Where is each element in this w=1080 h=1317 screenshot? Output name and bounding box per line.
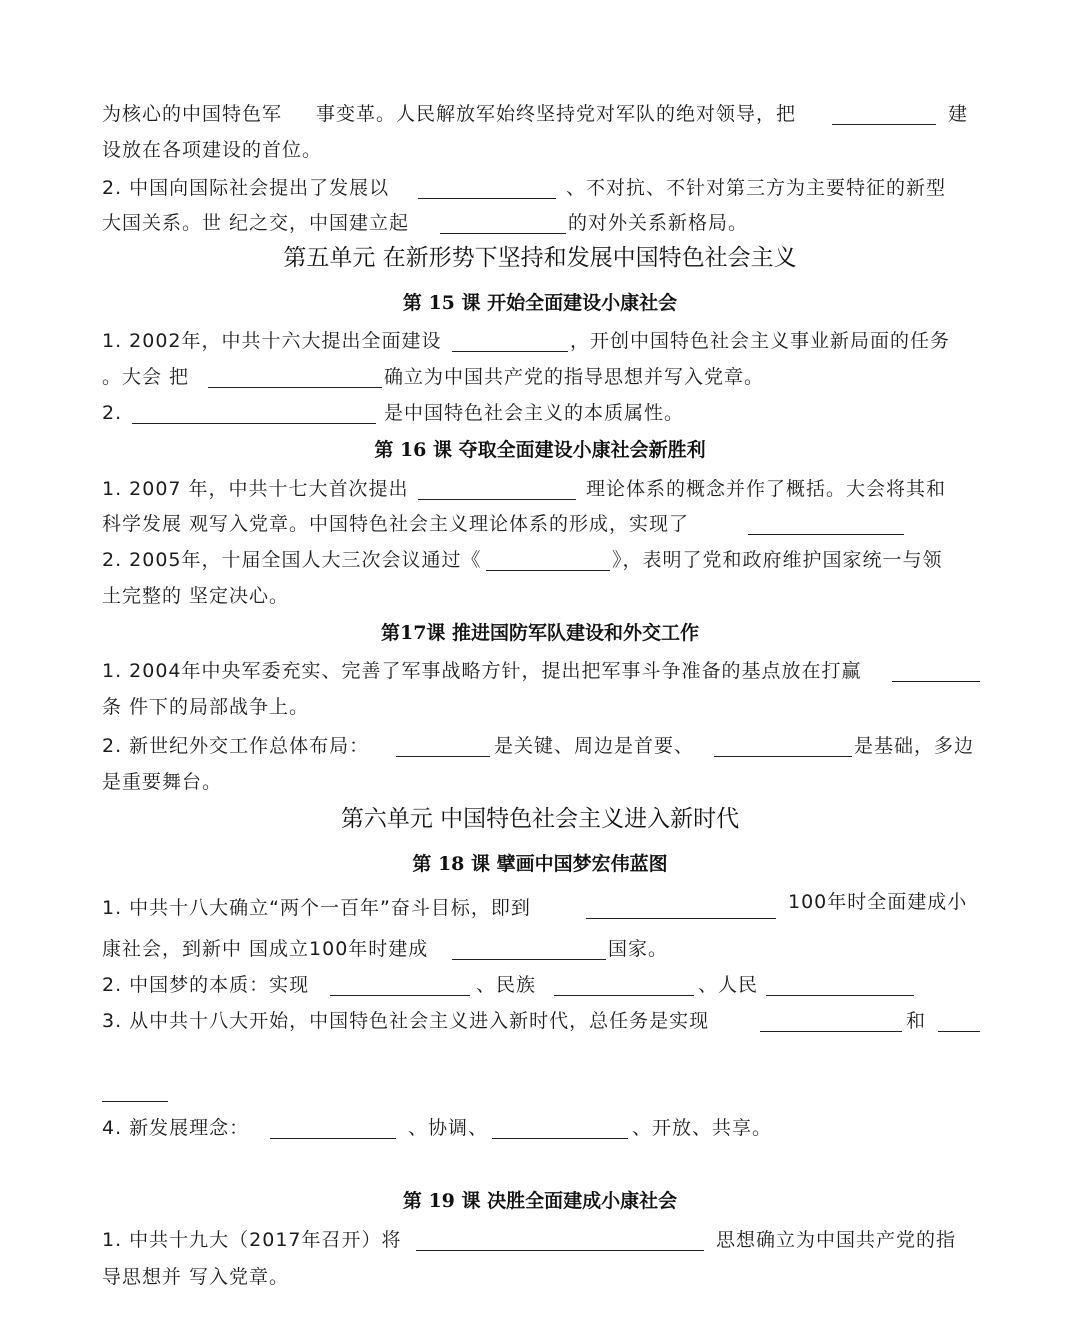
answer-blank[interactable]: [416, 1250, 704, 1251]
answer-blank[interactable]: [208, 387, 382, 388]
text-line: 为核心的中国特色军: [102, 103, 283, 125]
text-line: 1. 2007 年，中共十七大首次提出: [102, 478, 409, 500]
answer-blank[interactable]: [452, 351, 568, 352]
text-line: 2. 中国向国际社会提出了发展以: [102, 177, 390, 199]
lesson-heading: 第 15 课 开始全面建设小康社会: [402, 292, 678, 314]
text-line: 3. 从中共十八大开始，中国特色社会主义进入新时代，总任务是实现: [102, 1010, 710, 1032]
text-line: 2. 中国梦的本质：实现: [102, 974, 310, 996]
lesson-heading: 第17课 推进国防军队建设和外交工作: [380, 622, 700, 644]
answer-blank[interactable]: [748, 534, 904, 535]
answer-blank[interactable]: [938, 1031, 980, 1032]
answer-blank[interactable]: [554, 995, 694, 996]
unit-heading: 第六单元 中国特色社会主义进入新时代: [340, 806, 740, 832]
text-line: 2.: [102, 402, 123, 424]
answer-blank[interactable]: [452, 959, 606, 960]
text-line: 1. 2004年中央军委充实、完善了军事战略方针，提出把军事斗争准备的基点放在打赢: [102, 660, 862, 682]
text-line: 、开放、共享。: [632, 1117, 773, 1139]
text-line: 的对外关系新格局。: [568, 212, 749, 234]
text-line: 设放在各项建设的首位。: [102, 139, 323, 161]
text-line: 土完整的 坚定决心。: [102, 585, 290, 607]
text-line: 建: [948, 103, 969, 125]
answer-blank[interactable]: [714, 756, 852, 757]
text-line: 2. 2005年，十届全国人大三次会议通过《: [102, 549, 482, 571]
lesson-heading: 第 18 课 擘画中国梦宏伟蓝图: [412, 853, 668, 875]
text-line: 、协调、: [408, 1117, 489, 1139]
answer-blank[interactable]: [586, 918, 776, 919]
text-line: 、不对抗、不针对第三方为主要特征的新型: [566, 177, 947, 199]
text-line: 理论体系的概念并作了概括。大会将其和: [586, 478, 947, 500]
text-line: 科学发展 观写入党章。中国特色社会主义理论体系的形成，实现了: [102, 513, 690, 535]
text-line: 事变革。人民解放军始终坚持党对军队的绝对领导，把: [316, 103, 797, 125]
text-line: 大国关系。世 纪之交，中国建立起: [102, 212, 410, 234]
answer-blank[interactable]: [330, 995, 470, 996]
answer-blank[interactable]: [760, 1031, 902, 1032]
text-line: ，开创中国特色社会主义事业新局面的任务: [570, 330, 951, 352]
answer-blank[interactable]: [396, 756, 490, 757]
unit-heading: 第五单元 在新形势下坚持和发展中国特色社会主义: [283, 245, 797, 271]
answer-blank[interactable]: [418, 198, 556, 199]
answer-blank[interactable]: [492, 1138, 628, 1139]
lesson-heading: 第 16 课 夺取全面建设小康社会新胜利: [374, 439, 706, 461]
text-line: 思想确立为中国共产党的指: [716, 1229, 957, 1251]
text-line: 是重要舞台。: [102, 771, 223, 793]
text-line: 1. 中共十九大（2017年召开）将: [102, 1229, 402, 1251]
text-line: 是中国特色社会主义的本质属性。: [384, 402, 685, 424]
answer-blank[interactable]: [418, 499, 576, 500]
text-line: 导思想并 写入党章。: [102, 1266, 290, 1288]
text-line: 国家。: [608, 938, 669, 960]
text-line: 、民族: [476, 974, 537, 996]
text-line: 4. 新发展理念：: [102, 1117, 250, 1139]
text-line: 条 件下的局部战争上。: [102, 696, 310, 718]
answer-blank[interactable]: [766, 995, 914, 996]
text-line: 100年时全面建成小: [788, 891, 968, 913]
answer-blank[interactable]: [892, 681, 980, 682]
answer-blank[interactable]: [440, 233, 566, 234]
answer-blank[interactable]: [832, 124, 936, 125]
text-line: 是关键、周边是首要、: [494, 735, 695, 757]
text-line: 1. 中共十八大确立“两个一百年”奋斗目标，即到: [102, 897, 531, 919]
text-line: 和: [906, 1010, 927, 1032]
text-line: 2. 新世纪外交工作总体布局：: [102, 735, 370, 757]
answer-blank[interactable]: [486, 570, 610, 571]
text-line: 、人民: [698, 974, 759, 996]
text-line: 。大会 把: [102, 366, 190, 388]
text-line: 康社会，到新中 国成立100年时建成: [102, 938, 429, 960]
answer-blank[interactable]: [102, 1101, 168, 1102]
text-line: 1. 2002年，中共十六大提出全面建设: [102, 330, 442, 352]
answer-blank[interactable]: [132, 423, 376, 424]
text-line: 》，表明了党和政府维护国家统一与领: [612, 549, 943, 571]
text-line: 是基础，多边: [854, 735, 975, 757]
text-line: 确立为中国共产党的指导思想并写入党章。: [384, 366, 765, 388]
lesson-heading: 第 19 课 决胜全面建成小康社会: [402, 1190, 678, 1212]
answer-blank[interactable]: [270, 1138, 396, 1139]
